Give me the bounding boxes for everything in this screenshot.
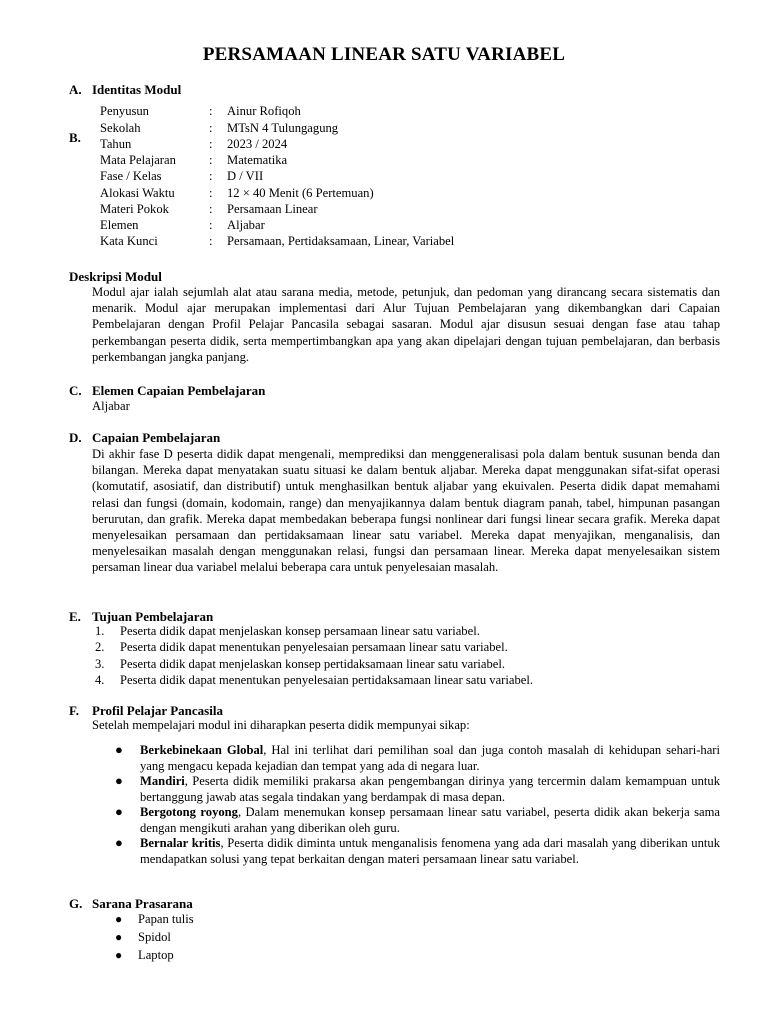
identity-key: Kata Kunci	[100, 234, 158, 248]
identity-value: MTsN 4 Tulungagung	[227, 120, 339, 135]
identity-colon: :	[209, 202, 213, 216]
list-item	[95, 673, 715, 689]
section-c-text: Aljabar	[92, 399, 130, 413]
profil-item-text: , Dalam menemukan konsep persamaan linear satu variabel, peserta didik akan bekerja sama dengan mengikuti arahan yang diberikan oleh guru.	[140, 805, 720, 836]
bullet-icon: ●	[115, 930, 123, 944]
bullet-icon: ●	[115, 912, 123, 926]
tujuan-list	[95, 624, 715, 689]
profil-item	[115, 804, 720, 837]
identity-key: Sekolah	[100, 120, 141, 135]
identity-key: Materi Pokok	[100, 202, 169, 216]
list-text: Peserta didik dapat menjelaskan konsep persamaan linear satu variabel.	[120, 624, 480, 638]
identity-colon: :	[209, 169, 213, 183]
section-b-letter: B.	[69, 130, 81, 145]
list-number: 3.	[95, 656, 105, 671]
document-title: PERSAMAAN LINEAR SATU VARIABEL	[202, 44, 566, 65]
profil-item-title: Mandiri	[140, 774, 185, 788]
profil-item-text: , Hal ini terlihat dari pemilihan soal dan juga contoh masalah di kehidupan sehari-hari yang mengacu kepada kejadian dan tempat yang ada di negara luar.	[140, 743, 720, 774]
profil-item-title: Berkebinekaan Global	[140, 743, 264, 757]
section-f-intro: Setelah mempelajari modul ini diharapkan peserta didik mempunyai sikap:	[92, 718, 470, 732]
identity-colon: :	[209, 137, 213, 151]
list-number: 1.	[95, 624, 105, 638]
deskripsi-heading: Deskripsi Modul	[69, 269, 162, 284]
list-text: Peserta didik dapat menentukan penyelesaian persamaan linear satu variabel.	[120, 640, 508, 655]
list-number: 4.	[95, 672, 105, 687]
section-e-heading: Tujuan Pembelajaran	[92, 609, 214, 624]
profil-item	[115, 773, 720, 806]
section-c-heading: Elemen Capaian Pembelajaran	[92, 383, 266, 398]
profil-item	[115, 835, 720, 868]
section-g-letter: G.	[69, 896, 83, 911]
profil-item-title: Bergotong royong	[140, 805, 238, 819]
sarana-item-text: Papan tulis	[138, 912, 194, 926]
identity-key: Elemen	[100, 218, 139, 232]
profil-item-text: , Peserta didik memiliki prakarsa akan pengembangan dirinya yang tercermin dalam kemampuan untuk bertanggung jawab atas segala tindakan yang berdampak di masa depan.	[140, 774, 720, 805]
identity-value: D / VII	[227, 169, 264, 183]
section-c-letter: C.	[69, 383, 82, 398]
bullet-icon: ●	[115, 773, 123, 788]
list-number: 2.	[95, 640, 105, 655]
identity-value: Aljabar	[227, 218, 265, 232]
sarana-item-text: Laptop	[138, 948, 174, 962]
list-item	[95, 640, 715, 656]
section-d-heading: Capaian Pembelajaran	[92, 430, 221, 445]
bullet-icon: ●	[115, 948, 123, 962]
profil-item	[115, 742, 720, 775]
identity-value: Persamaan, Pertidaksamaan, Linear, Variabel	[227, 234, 455, 248]
list-text: Peserta didik dapat menjelaskan konsep pertidaksamaan linear satu variabel.	[120, 656, 506, 671]
identity-value: 2023 / 2024	[227, 137, 288, 151]
sarana-item-text: Spidol	[138, 930, 171, 944]
profil-item-title: Bernalar kritis	[140, 836, 221, 850]
identity-colon: :	[209, 153, 213, 167]
profil-item-text: , Peserta didik diminta untuk menganalisis fenomena yang ada dari masalah yang diberikan untuk mendapatkan solusi yang tepat berkaitan dengan materi persamaan linear satu variabel.	[140, 836, 720, 867]
deskripsi-text: Modul ajar ialah sejumlah alat atau sarana media, metode, petunjuk, dan pedoman yang dirancang secara sistematis dan menarik. Modul ajar merupakan implementasi dari Alur Tujuan Pembelajaran yang dikembangkan dari Capaian Pembelajaran dengan Profil Pelajar Pancasila sebagai sasaran. Modul ajar disusun sesuai dengan fase atau tahap perkembangan peserta didik, serta mempertimbangkan apa yang akan dipelajari dengan tujuan pembelajaran, dan berbasis perkembangan jangka panjang.	[92, 285, 720, 364]
identity-key: Mata Pelajaran	[100, 153, 176, 167]
bullet-icon: ●	[115, 742, 123, 757]
identity-colon: :	[209, 218, 213, 232]
section-e-letter: E.	[69, 609, 81, 624]
identity-value: Persamaan Linear	[227, 202, 318, 216]
section-d-letter: D.	[69, 430, 82, 445]
section-g-heading: Sarana Prasarana	[92, 896, 193, 911]
list-text: Peserta didik dapat menentukan penyelesaian pertidaksamaan linear satu variabel.	[120, 672, 533, 687]
identity-colon: :	[209, 185, 213, 200]
section-f-heading: Profil Pelajar Pancasila	[92, 703, 223, 718]
identity-value: 12 × 40 Menit (6 Pertemuan)	[227, 185, 374, 200]
list-item	[95, 657, 715, 673]
bullet-icon: ●	[115, 835, 123, 850]
identity-key: Alokasi Waktu	[100, 185, 175, 200]
identity-value: Ainur Rofiqoh	[227, 104, 301, 118]
identity-value: Matematika	[227, 153, 288, 167]
section-f-letter: F.	[69, 703, 79, 718]
section-a-letter: A.	[69, 82, 82, 97]
identity-key: Fase / Kelas	[100, 169, 162, 183]
identity-colon: :	[209, 234, 213, 248]
identity-colon: :	[209, 104, 213, 118]
section-a-heading: Identitas Modul	[92, 82, 182, 97]
identity-colon: :	[209, 120, 213, 135]
list-item	[95, 624, 715, 640]
section-d-text: Di akhir fase D peserta didik dapat mengenali, memprediksi dan menggeneralisasi pola dalam bentuk susunan benda dan bilangan. Mereka dapat menyatakan suatu situasi ke dalam bentuk aljabar. Mereka dapat menggunakan sifat-sifat operasi (komutatif, asosiatif, dan distributif) untuk menghasilkan bentuk aljabar yang ekuivalen. Peserta didik dapat memahami relasi dan fungsi (domain, kodomain, range) dan menyajikannya dalam bentuk diagram panah, tabel, himpunan pasangan berurutan, dan grafik. Mereka dapat membedakan beberapa fungsi nonlinear dari fungsi linear secara grafik. Mereka dapat menyelesaikan persamaan dan pertidaksamaan linear satu variabel. Mereka dapat menyajikan, menganalisis, dan menyelesaikan masalah dengan menggunakan relasi, fungsi dan persamaan linear. Mereka dapat menyelesaikan sistem persaman linear dua variabel melalui beberapa cara untuk penyelesaian masalah.	[92, 447, 720, 575]
bullet-icon: ●	[115, 804, 123, 819]
identity-key: Tahun	[100, 137, 132, 151]
identity-key: Penyusun	[100, 104, 149, 118]
